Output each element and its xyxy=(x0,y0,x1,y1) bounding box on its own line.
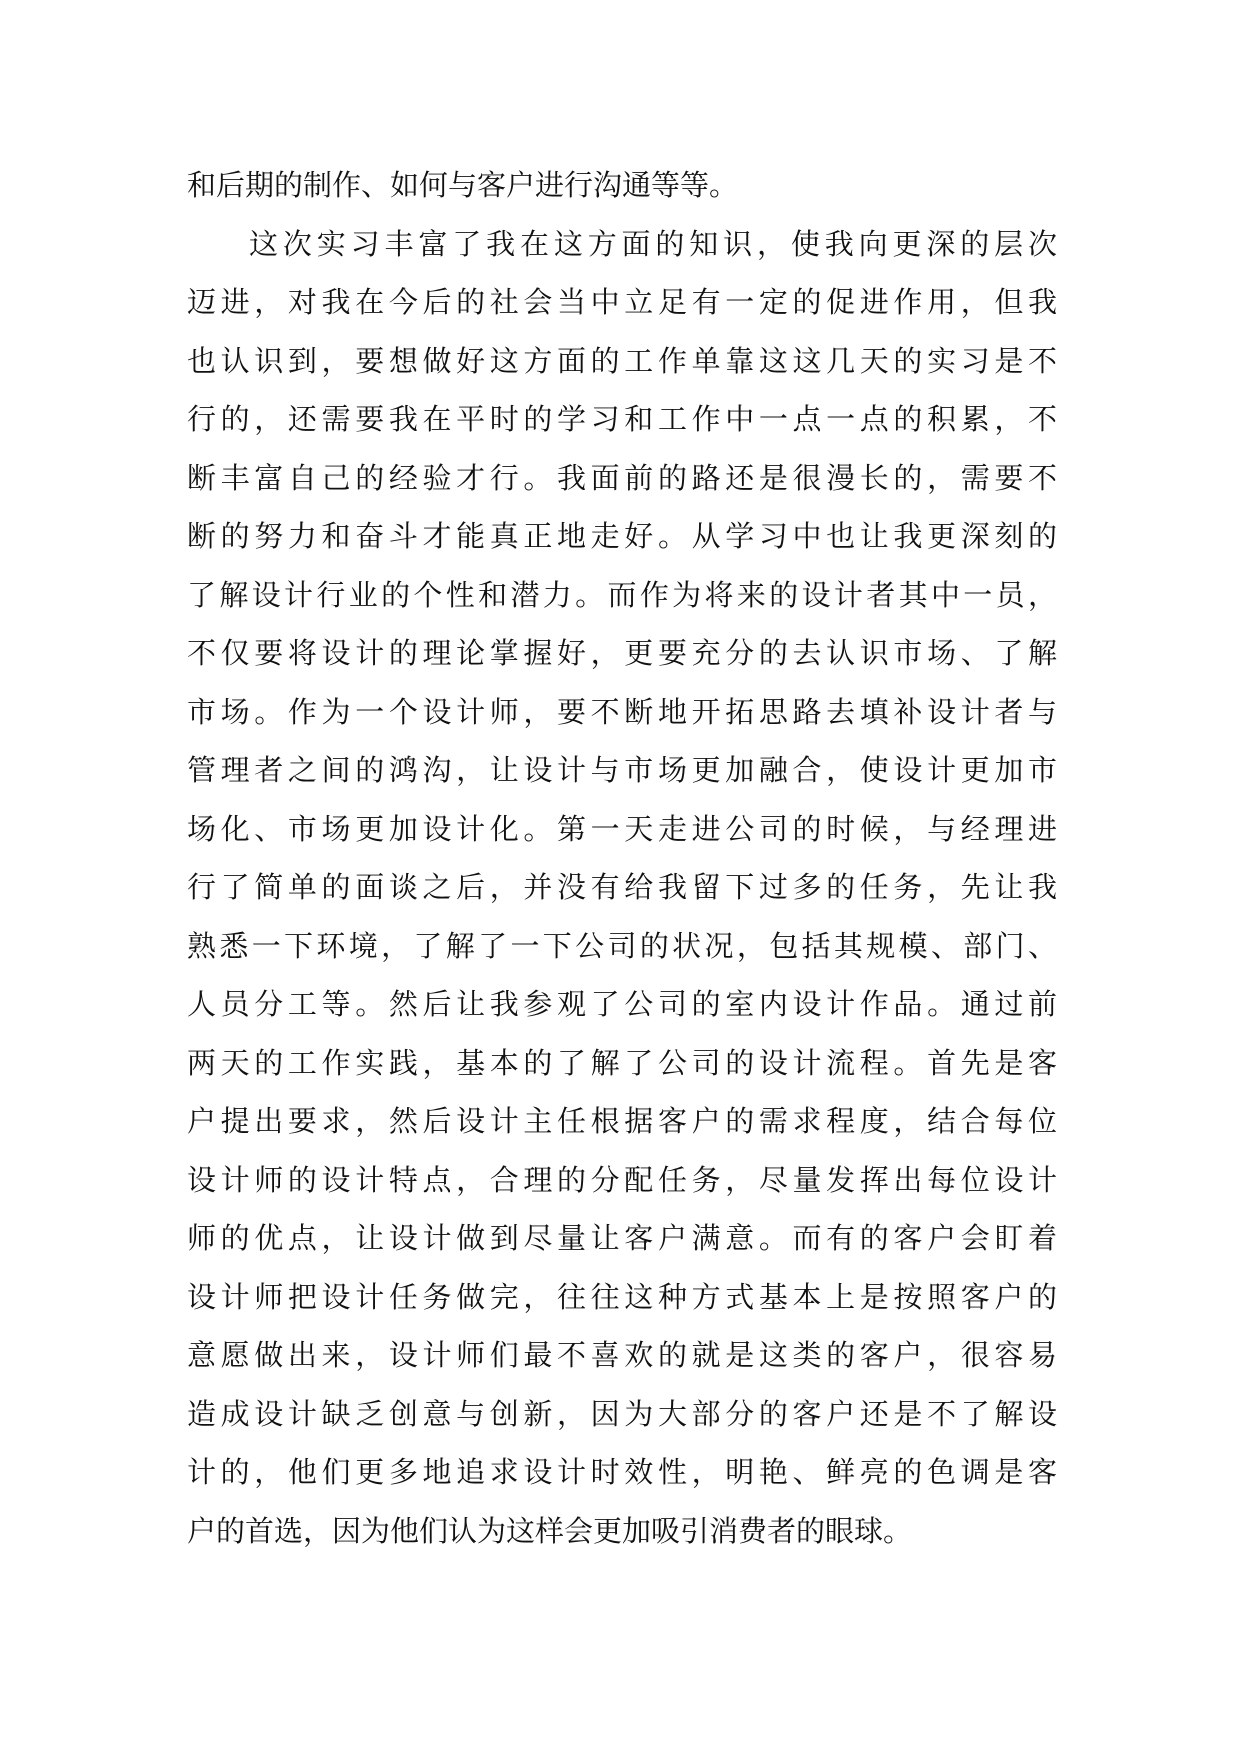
text-line: 断丰富自己的经验才行。我面前的路还是很漫长的，需要不 xyxy=(187,460,1057,495)
text-line: 管理者之间的鸿沟，让设计与市场更加融合，使设计更加市 xyxy=(187,753,1057,787)
text-line: 意愿做出来，设计师们最不喜欢的就是这类的客户，很容易 xyxy=(187,1338,1057,1372)
text-line: 也认识到，要想做好这方面的工作单靠这这几天的实习是不 xyxy=(187,343,1057,378)
text-line: 人员分工等。然后让我参观了公司的室内设计作品。通过前 xyxy=(187,987,1057,1021)
text-line: 了解设计行业的个性和潜力。而作为将来的设计者其中一员， xyxy=(187,577,1057,612)
text-line: 迈进，对我在今后的社会当中立足有一定的促进作用，但我 xyxy=(187,285,1057,319)
text-line: 户提出要求，然后设计主任根据客户的需求程度，结合每位 xyxy=(187,1104,1057,1138)
text-line: 这次实习丰富了我在这方面的知识，使我向更深的层次 xyxy=(249,226,1057,261)
text-line: 熟悉一下环境，了解了一下公司的状况，包括其规模、部门、 xyxy=(187,928,1057,963)
text-line: 和后期的制作、如何与客户进行沟通等等。 xyxy=(187,168,739,202)
text-line: 计的，他们更多地追求设计时效性，明艳、鲜亮的色调是客 xyxy=(187,1455,1057,1489)
text-line: 市场。作为一个设计师，要不断地开拓思路去填补设计者与 xyxy=(187,694,1057,729)
text-line: 设计师把设计任务做完，往往这种方式基本上是按照客户的 xyxy=(187,1279,1057,1314)
text-line: 行的，还需要我在平时的学习和工作中一点一点的积累，不 xyxy=(187,402,1057,436)
text-line: 断的努力和奋斗才能真正地走好。从学习中也让我更深刻的 xyxy=(187,519,1057,553)
text-line: 师的优点，让设计做到尽量让客户满意。而有的客户会盯着 xyxy=(187,1221,1057,1255)
text-line: 造成设计缺乏创意与创新，因为大部分的客户还是不了解设 xyxy=(187,1396,1057,1431)
text-line: 两天的工作实践，基本的了解了公司的设计流程。首先是客 xyxy=(187,1045,1057,1080)
text-line: 户的首选，因为他们认为这样会更加吸引消费者的眼球。 xyxy=(187,1513,913,1548)
body-text xyxy=(187,156,1057,1560)
text-line: 场化、市场更加设计化。第一天走进公司的时候，与经理进 xyxy=(187,811,1057,846)
text-line: 不仅要将设计的理论掌握好，更要充分的去认识市场、了解 xyxy=(187,636,1057,670)
text-line: 行了简单的面谈之后，并没有给我留下过多的任务，先让我 xyxy=(187,870,1057,904)
text-line: 设计师的设计特点，合理的分配任务，尽量发挥出每位设计 xyxy=(187,1162,1057,1197)
